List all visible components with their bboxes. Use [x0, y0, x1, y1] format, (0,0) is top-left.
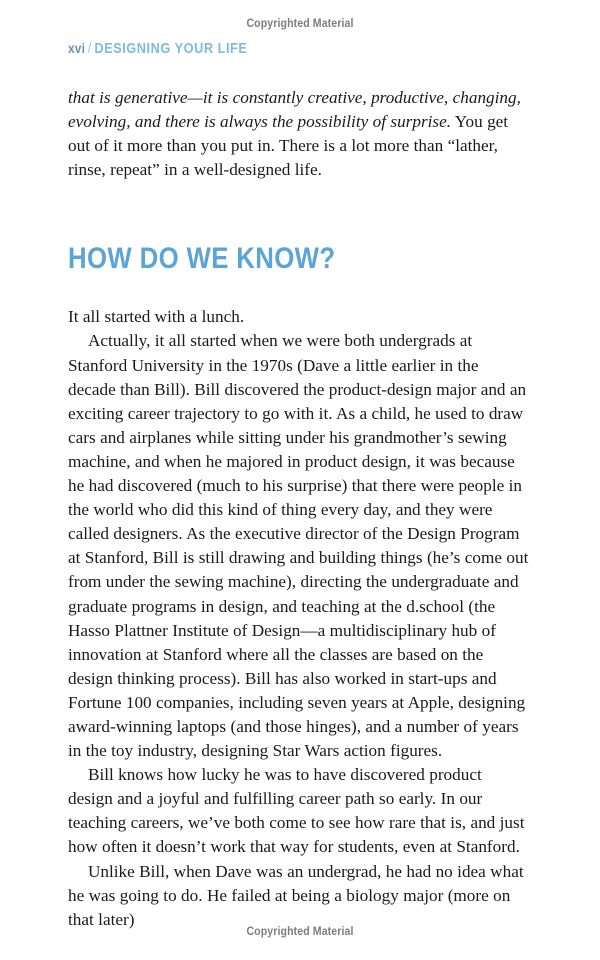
copyright-notice-bottom: Copyrighted Material	[246, 926, 354, 938]
text-block	[68, 86, 530, 932]
body-paragraph-4: Unlike Bill, when Dave was an undergrad, he had no idea what he was going to do. He failed at being a biology major (more on that later)	[68, 861, 524, 929]
copyright-notice-top: Copyrighted Material	[246, 18, 354, 30]
running-head	[68, 41, 247, 57]
heading-spacer-below	[68, 274, 530, 305]
continued-paragraph-roman: You get out of it more than you put in. There is a lot more than “lather, rinse, repeat” in a well-designed life.	[68, 112, 509, 180]
running-head-separator: /	[87, 41, 92, 57]
heading-spacer-above	[68, 182, 530, 244]
body-paragraph-3: Bill knows how lucky he was to have discovered product design and a joyful and fulfilling career path so early. In our teaching careers, we’ve both come to see how rare that is, and just how often it doesn’t work that way for students, even at Stanford.	[68, 765, 525, 857]
body-paragraph-1: It all started with a lunch.	[68, 307, 245, 327]
section-heading: HOW DO WE KNOW?	[68, 242, 336, 276]
body-paragraph-2: Actually, it all started when we were both undergrads at Stanford University in the 1970s (Dave a little earlier in the decade than Bill). Bill discovered the product-design major and an exciting career trajectory to go with it. As a child, he used to draw cars and airplanes while sitting under his grandmother’s sewing machine, and when he majored in product design, it was because he had discovered (much to his surprise) that there were people in the world who did this kind of thing every day, and they were called designers. As the executive director of the Design Program at Stanford, Bill is still drawing and building things (he’s come out from under the sewing machine), directing the undergraduate and graduate programs in design, and teaching at the d.school (the Hasso Plattner Institute of Design—a multidisciplinary hub of innovation at Stanford where all the classes are based on the design thinking process). Bill has also worked in start-ups and Fortune 100 companies, including seven years at Apple, designing award-winning laptops (and those hinges), and a number of years in the toy industry, designing Star Wars action figures.	[68, 331, 529, 761]
page-number: xvi	[68, 41, 86, 56]
running-head-title: DESIGNING YOUR LIFE	[94, 41, 248, 57]
continued-paragraph	[68, 86, 530, 182]
continued-paragraph-italic: that is generative—it is constantly creative, productive, changing, evolving, and there is always the possibility of surprise.	[68, 88, 521, 132]
